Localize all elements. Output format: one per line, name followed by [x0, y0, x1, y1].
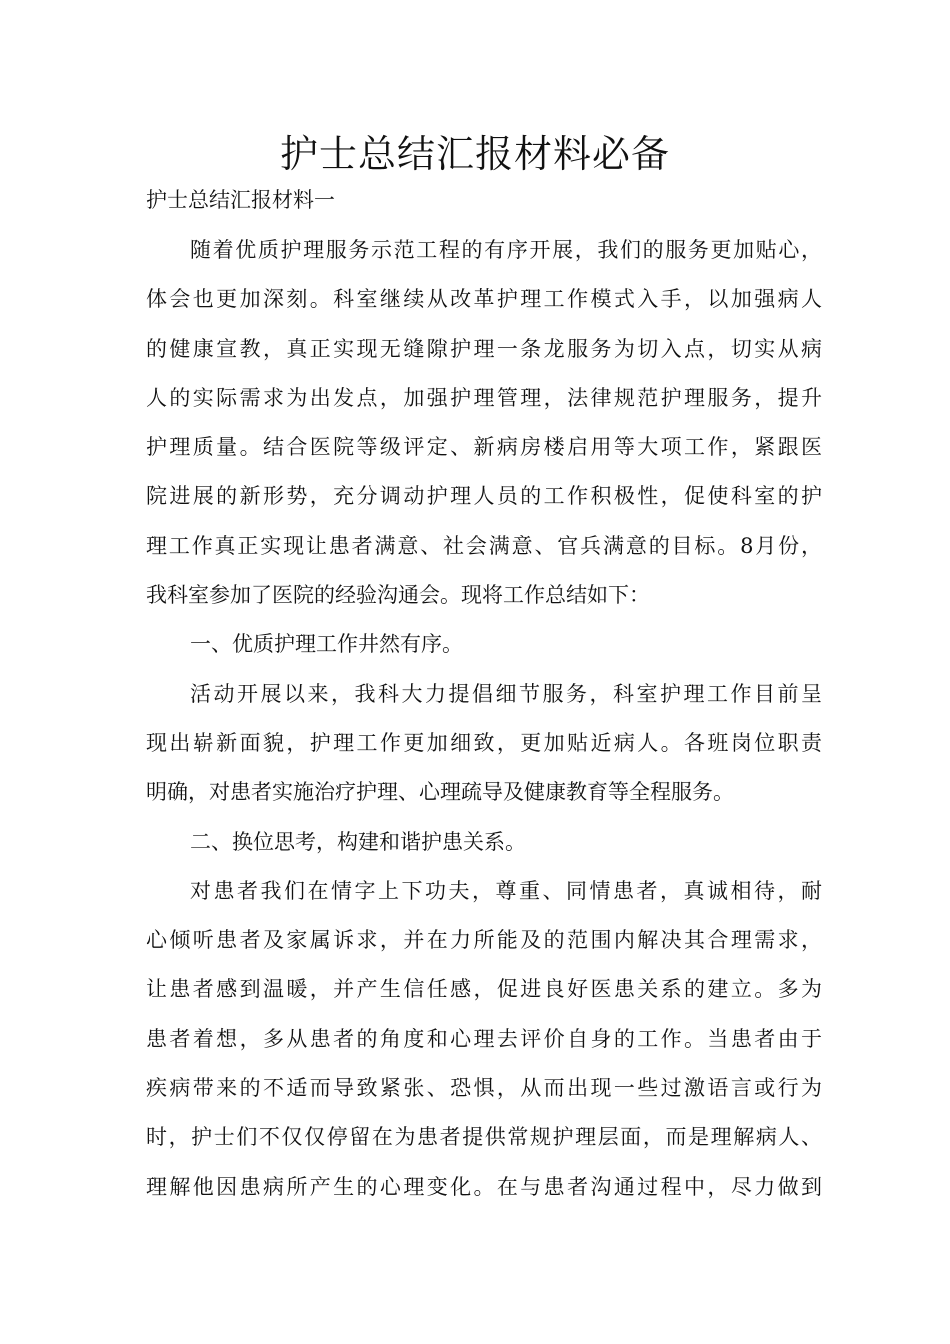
paragraph-line: 理解他因患病所产生的心理变化。在与患者沟通过程中，尽力做到 [146, 1174, 822, 1199]
paragraph-line: 人的实际需求为出发点，加强护理管理，法律规范护理服务，提升 [146, 385, 822, 410]
paragraph-line: 明确，对患者实施治疗护理、心理疏导及健康教育等全程服务。 [146, 780, 734, 805]
section-heading: 一、优质护理工作井然有序。 [190, 632, 463, 657]
paragraph-line: 患者着想，多从患者的角度和心理去评价自身的工作。当患者由于 [146, 1026, 822, 1051]
paragraph-line: 体会也更加深刻。科室继续从改革护理工作模式入手，以加强病人 [146, 287, 822, 312]
paragraph-line: 时，护士们不仅仅停留在为患者提供常规护理层面，而是理解病人、 [146, 1125, 822, 1150]
paragraph-line: 现出崭新面貌，护理工作更加细致，更加贴近病人。各班岗位职责 [146, 730, 822, 755]
paragraph-line: 活动开展以来，我科大力提倡细节服务，科室护理工作目前呈 [190, 681, 822, 706]
paragraph-line: 让患者感到温暖，并产生信任感，促进良好医患关系的建立。多为 [146, 977, 822, 1002]
paragraph-line: 疾病带来的不适而导致紧张、恐惧，从而出现一些过激语言或行为 [146, 1076, 822, 1101]
paragraph-line: 院进展的新形势，充分调动护理人员的工作积极性，促使科室的护 [146, 484, 822, 509]
paragraph-line: 对患者我们在情字上下功夫，尊重、同情患者，真诚相待，耐 [190, 878, 822, 903]
paragraph-line: 护理质量。结合医院等级评定、新病房楼启用等大项工作，紧跟医 [146, 435, 822, 460]
paragraph-line: 随着优质护理服务示范工程的有序开展，我们的服务更加贴心， [190, 238, 822, 262]
document-subtitle: 护士总结汇报材料一 [146, 188, 335, 212]
document-title: 护士总结汇报材料必备 [279, 132, 670, 176]
section-heading: 二、换位思考，构建和谐护患关系。 [190, 829, 526, 854]
paragraph-line: 心倾听患者及家属诉求，并在力所能及的范围内解决其合理需求， [146, 928, 822, 953]
paragraph-line: 我科室参加了医院的经验沟通会。现将工作总结如下： [146, 583, 650, 608]
paragraph-line: 理工作真正实现让患者满意、社会满意、官兵满意的目标。8月份， [146, 533, 822, 558]
document-body [146, 234, 822, 1220]
paragraph-line: 的健康宣教，真正实现无缝隙护理一条龙服务为切入点，切实从病 [146, 336, 822, 361]
